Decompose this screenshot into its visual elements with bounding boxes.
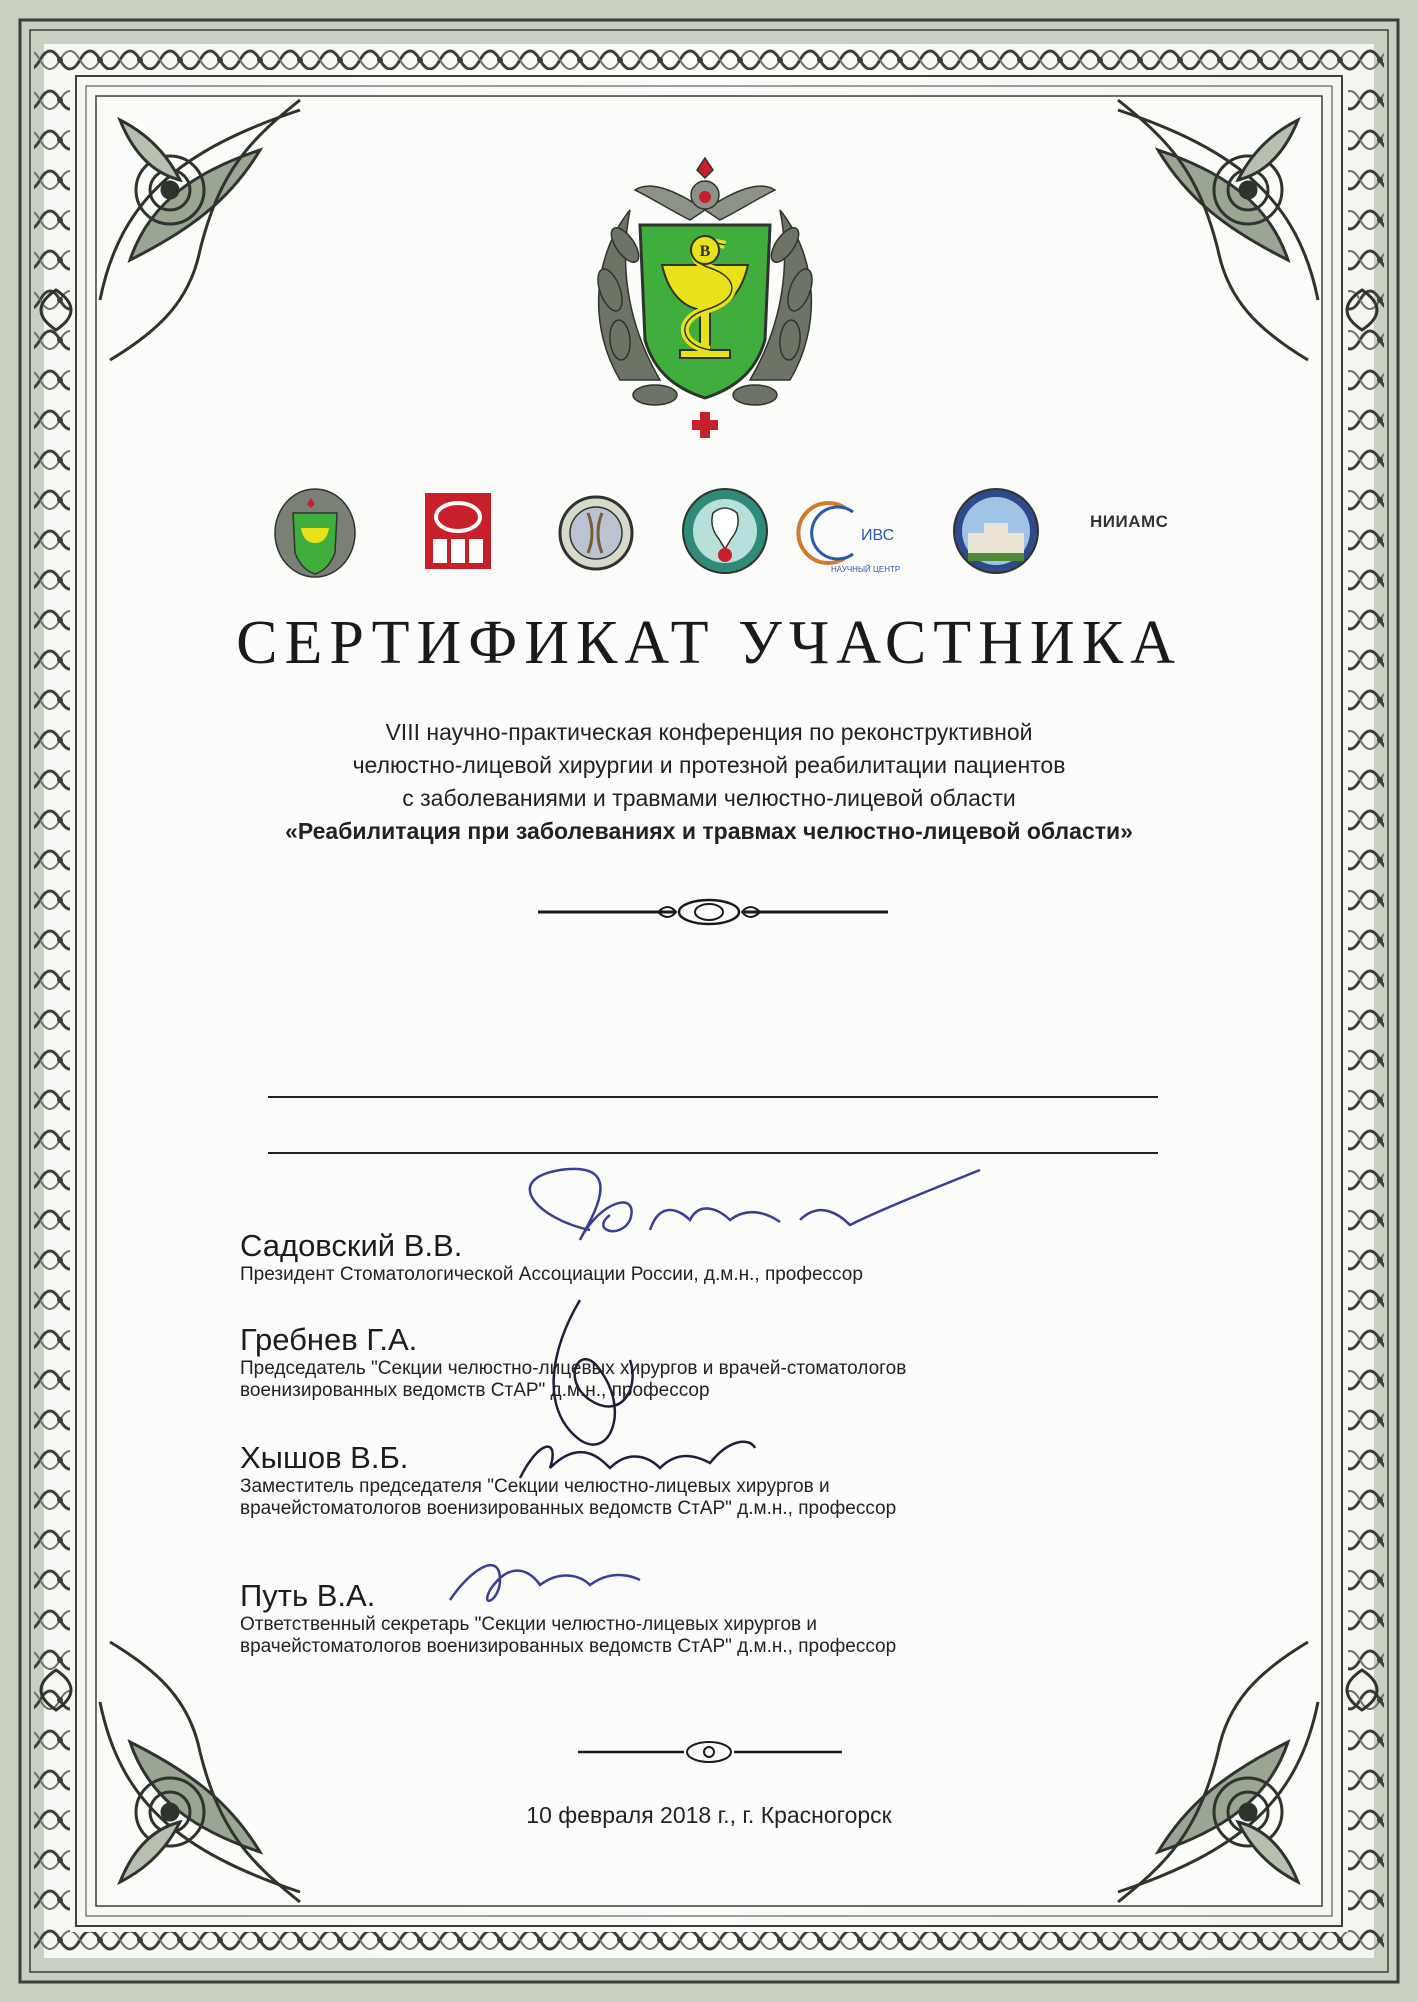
niiams-logo-text: НИИАМС [1090, 512, 1169, 531]
ivs-logo-subtext: НАУЧНЫЙ ЦЕНТР [831, 565, 901, 574]
signature-sadovsky [480, 1160, 1000, 1280]
academy-emblem [580, 150, 830, 440]
signer-role: Заместитель председателя "Секции челюстно-лицевых хирургов и [240, 1476, 830, 1497]
signer-role: врачейстоматологов военизированных ведомств СтАР" д.м.н., профессор [240, 1636, 897, 1657]
conference-line: VIII научно-практическая конференция по реконструктивной [385, 719, 1033, 745]
signer-role: Председатель "Секции челюстно-лицевых хирургов и врачей-стоматологов [240, 1358, 907, 1379]
participant-name-line [268, 1152, 1158, 1154]
signer-role: Ответственный секретарь "Секции челюстно-лицевых хирургов и [240, 1614, 817, 1635]
signer-name: Гребнев Г.А. [240, 1322, 418, 1357]
participant-name-line [268, 1096, 1158, 1098]
ivs-logo [798, 503, 900, 574]
signer-role: Президент Стоматологической Ассоциации России, д.м.н., профессор [240, 1264, 863, 1285]
signer-role: врачейстоматологов военизированных ведомств СтАР" д.м.н., профессор [240, 1498, 897, 1519]
signature-put [440, 1540, 660, 1620]
conference-description [200, 716, 1218, 848]
signer-name: Садовский В.В. [240, 1228, 463, 1263]
ivs-logo-text: ИВС [861, 527, 895, 544]
conference-line: с заболеваниями и травмами челюстно-лицевой области [402, 785, 1016, 811]
star-logo [425, 493, 491, 569]
dental-logo [683, 489, 767, 573]
society-logo [560, 497, 632, 569]
signer-name: Путь В.А. [240, 1578, 376, 1613]
conference-line: челюстно-лицевой хирургии и протезной реабилитации пациентов [352, 752, 1066, 778]
certificate-title: СЕРТИФИКАТ УЧАСТНИКА [236, 609, 1182, 677]
partner-logos-row [260, 478, 1160, 588]
signature-khyshov [500, 1418, 760, 1498]
emblem-letter: В [699, 243, 711, 260]
signer-role: военизированных ведомств СтАР" д.м.н., профессор [240, 1380, 710, 1401]
hospital-logo [954, 489, 1038, 573]
conference-name: «Реабилитация при заболеваниях и травмах челюстно-лицевой области» [285, 818, 1133, 844]
signer-name: Хышов В.Б. [240, 1440, 409, 1475]
emblem-small-logo [275, 489, 355, 577]
date-place: 10 февраля 2018 г., г. Красногорск [526, 1802, 892, 1828]
